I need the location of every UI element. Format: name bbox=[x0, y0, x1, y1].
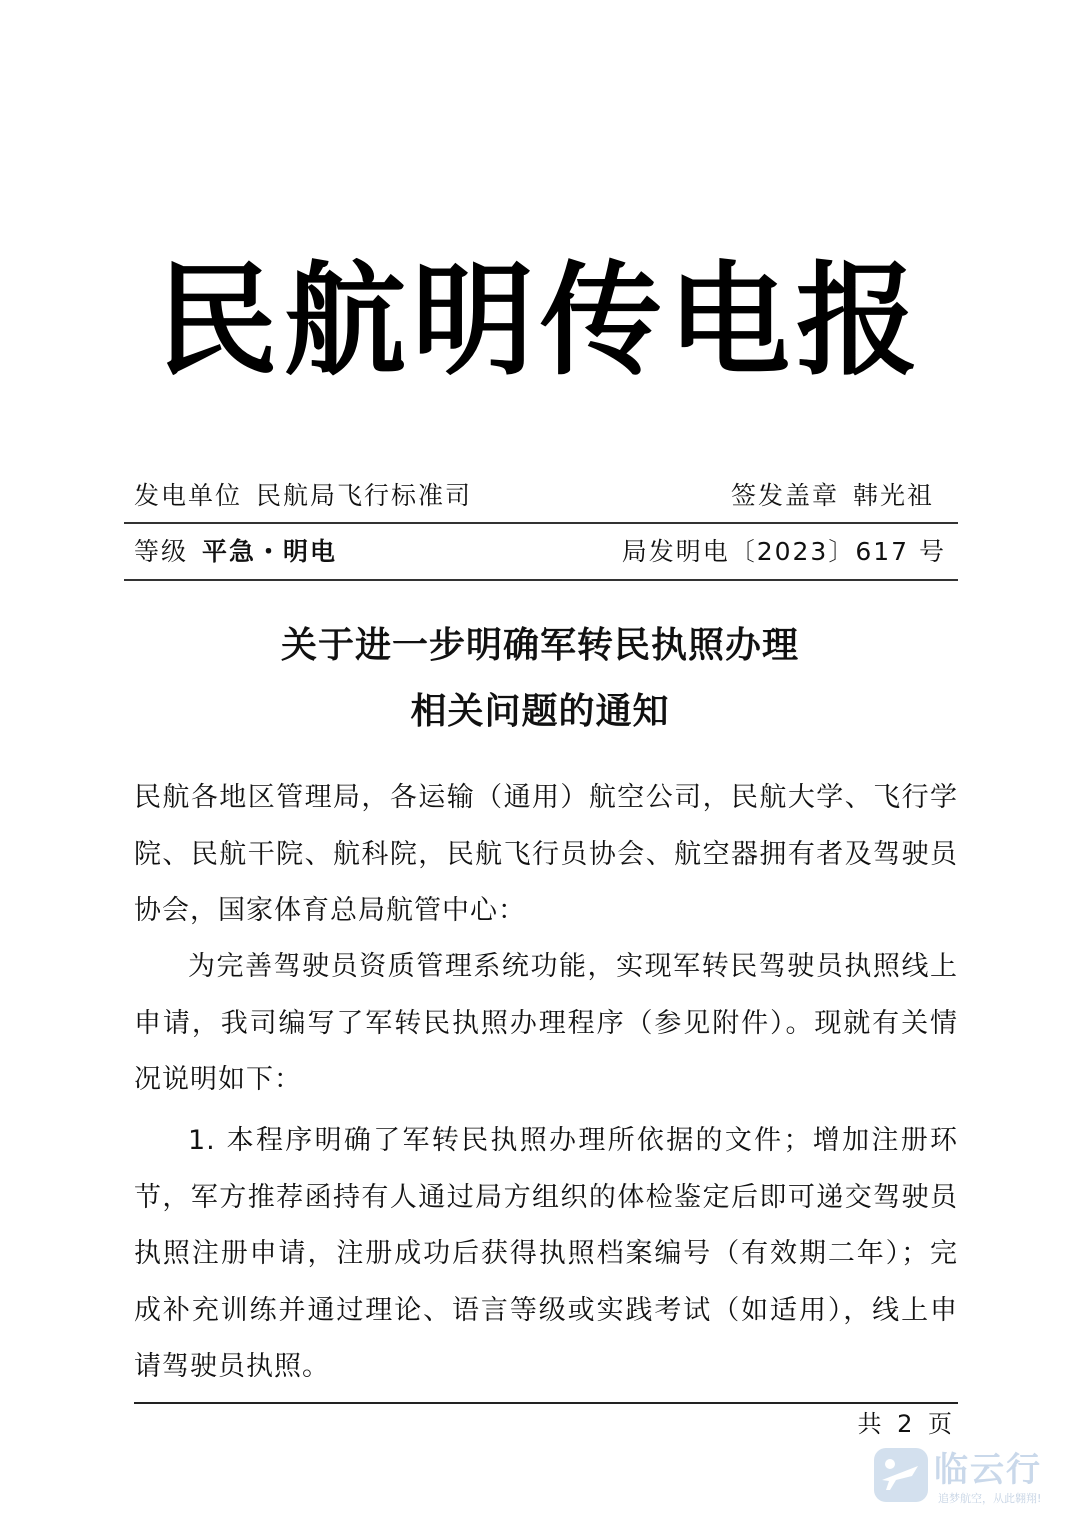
masthead-title: 民航明传电报 bbox=[156, 248, 924, 392]
intro-paragraph: 为完善驾驶员资质管理系统功能，实现军转民驾驶员执照线上申请，我司编写了军转民执照办理程序（参见附件）。现就有关情况说明如下： bbox=[134, 951, 958, 1095]
header-row-sender bbox=[134, 476, 956, 516]
notice-title-line-1: 关于进一步明确军转民执照办理 bbox=[280, 624, 799, 666]
brand-watermark bbox=[872, 1442, 1062, 1512]
sender-label: 发电单位 bbox=[134, 481, 243, 510]
level-value: 平急・明电 bbox=[202, 537, 338, 566]
item-1-paragraph: 1. 本程序明确了军转民执照办理所依据的文件；增加注册环节，军方推荐函持有人通过局方组织的体检鉴定后即可递交驾驶员执照注册申请，注册成功后获得执照档案编号（有效期二年）；完成补充训练并通过理论、语言等级或实践考试（如适用），线上申请驾驶员执照。 bbox=[134, 1125, 958, 1382]
header-row-level bbox=[134, 532, 956, 572]
header-divider-top bbox=[124, 522, 958, 524]
watermark-tagline: 追梦航空，从此翱翔! bbox=[938, 1492, 1042, 1505]
plane-logo-icon bbox=[872, 1446, 930, 1504]
level-label: 等级 bbox=[134, 537, 189, 566]
document-number: 局发明电〔2023〕617 号 bbox=[621, 537, 946, 566]
addressees-paragraph: 民航各地区管理局，各运输（通用）航空公司，民航大学、飞行学院、民航干院、航科院，民航飞行员协会、航空器拥有者及驾驶员协会，国家体育总局航管中心： bbox=[134, 782, 958, 926]
sender-value: 民航局飞行标准司 bbox=[256, 481, 473, 510]
header-divider-bottom bbox=[124, 579, 958, 581]
watermark-brand: 临云行 bbox=[934, 1450, 1042, 1490]
signer-label: 签发盖章 bbox=[730, 481, 839, 510]
page-count: 共 2 页 bbox=[857, 1410, 956, 1438]
signer-value: 韩光祖 bbox=[852, 481, 934, 510]
notice-title-line-2: 相关问题的通知 bbox=[410, 690, 670, 732]
footer-divider bbox=[134, 1402, 958, 1404]
